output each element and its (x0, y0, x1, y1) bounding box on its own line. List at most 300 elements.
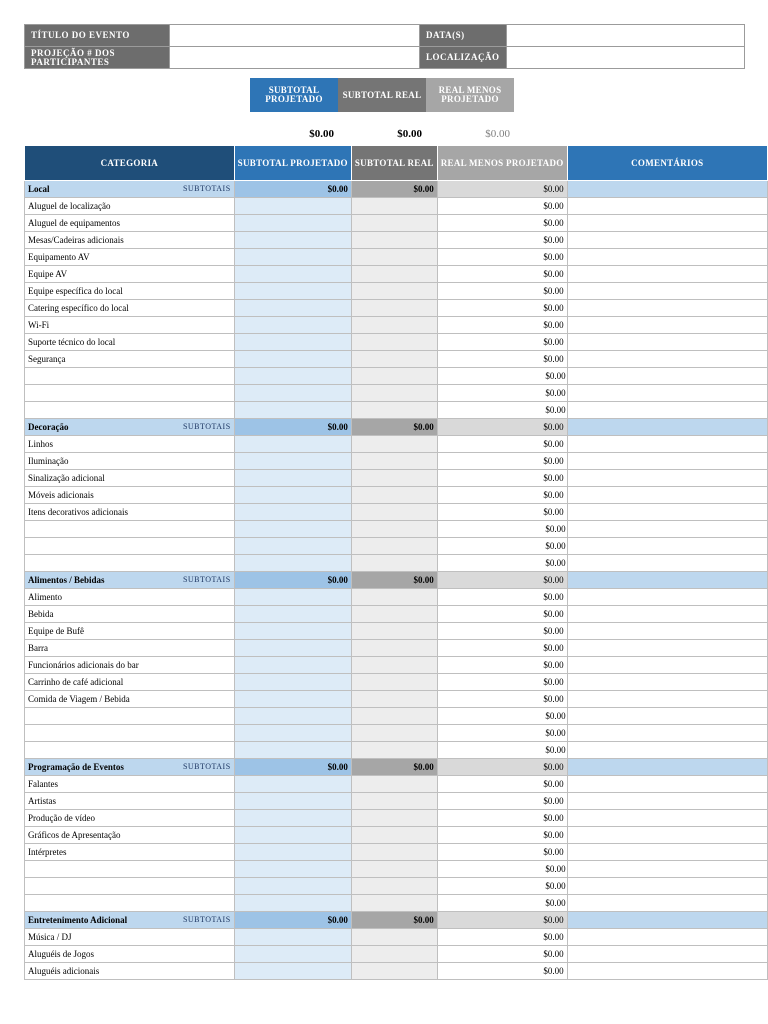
item-real-cell[interactable] (351, 623, 437, 640)
item-name[interactable] (25, 742, 235, 759)
item-diff: $0.00 (437, 249, 567, 266)
item-comment-cell[interactable] (567, 708, 767, 725)
item-comment-cell[interactable] (567, 402, 767, 419)
item-real-cell[interactable] (351, 402, 437, 419)
item-projected-cell[interactable] (234, 368, 351, 385)
item-name[interactable]: Carrinho de café adicional (25, 674, 235, 691)
section-comment-cell[interactable] (567, 181, 767, 198)
section-projected: $0.00 (234, 572, 351, 589)
item-comment-cell[interactable] (567, 827, 767, 844)
item-diff: $0.00 (437, 589, 567, 606)
item-projected-cell[interactable] (234, 623, 351, 640)
item-comment-cell[interactable] (567, 300, 767, 317)
item-diff: $0.00 (437, 283, 567, 300)
item-real-cell[interactable] (351, 351, 437, 368)
item-name[interactable]: Iluminação (25, 453, 235, 470)
section-name: Entretenimento Adicional (25, 912, 173, 929)
item-projected-cell[interactable] (234, 742, 351, 759)
item-real-cell[interactable] (351, 300, 437, 317)
item-comment-cell[interactable] (567, 623, 767, 640)
table-row (25, 266, 768, 283)
item-real-cell[interactable] (351, 708, 437, 725)
item-name[interactable]: Itens decorativos adicionais (25, 504, 235, 521)
table-row (25, 657, 768, 674)
item-name[interactable]: Equipamento AV (25, 249, 235, 266)
item-real-cell[interactable] (351, 538, 437, 555)
item-projected-cell[interactable] (234, 963, 351, 980)
item-diff: $0.00 (437, 453, 567, 470)
participants-field[interactable] (170, 47, 420, 69)
item-diff: $0.00 (437, 742, 567, 759)
item-projected-cell[interactable] (234, 385, 351, 402)
col-diff-header: REAL MENOS PROJETADO (437, 146, 567, 181)
item-comment-cell[interactable] (567, 793, 767, 810)
item-real-cell[interactable] (351, 657, 437, 674)
item-comment-cell[interactable] (567, 453, 767, 470)
item-real-cell[interactable] (351, 266, 437, 283)
section-diff: $0.00 (437, 572, 567, 589)
item-diff: $0.00 (437, 623, 567, 640)
section-comment-cell[interactable] (567, 912, 767, 929)
item-real-cell[interactable] (351, 589, 437, 606)
table-row (25, 810, 768, 827)
table-row (25, 691, 768, 708)
item-name[interactable]: Produção de vídeo (25, 810, 235, 827)
item-real-cell[interactable] (351, 436, 437, 453)
item-real-cell[interactable] (351, 878, 437, 895)
item-diff: $0.00 (437, 351, 567, 368)
col-comments-header: COMENTÁRIOS (567, 146, 767, 181)
item-name[interactable]: Funcionários adicionais do bar (25, 657, 235, 674)
summary-real-header: SUBTOTAL REAL (338, 78, 426, 112)
table-row (25, 725, 768, 742)
item-projected-cell[interactable] (234, 674, 351, 691)
item-comment-cell[interactable] (567, 589, 767, 606)
item-name[interactable]: Bebida (25, 606, 235, 623)
item-diff: $0.00 (437, 521, 567, 538)
item-name[interactable] (25, 555, 235, 572)
item-real-cell[interactable] (351, 929, 437, 946)
table-row (25, 844, 768, 861)
item-diff: $0.00 (437, 385, 567, 402)
item-real-cell[interactable] (351, 385, 437, 402)
item-name[interactable]: Sinalização adicional (25, 470, 235, 487)
item-projected-cell[interactable] (234, 555, 351, 572)
table-row (25, 606, 768, 623)
table-row (25, 249, 768, 266)
item-comment-cell[interactable] (567, 895, 767, 912)
item-comment-cell[interactable] (567, 198, 767, 215)
item-name[interactable]: Suporte técnico do local (25, 334, 235, 351)
section-name: Programação de Eventos (25, 759, 173, 776)
item-real-cell[interactable] (351, 793, 437, 810)
item-projected-cell[interactable] (234, 487, 351, 504)
item-projected-cell[interactable] (234, 640, 351, 657)
item-diff: $0.00 (437, 793, 567, 810)
event-info-table (24, 24, 745, 69)
item-comment-cell[interactable] (567, 674, 767, 691)
item-comment-cell[interactable] (567, 606, 767, 623)
summary-projected-value: $0.00 (309, 128, 334, 140)
item-projected-cell[interactable] (234, 776, 351, 793)
table-row (25, 793, 768, 810)
section-real: $0.00 (351, 912, 437, 929)
table-row (25, 402, 768, 419)
item-real-cell[interactable] (351, 249, 437, 266)
item-comment-cell[interactable] (567, 555, 767, 572)
item-diff: $0.00 (437, 487, 567, 504)
item-comment-cell[interactable] (567, 334, 767, 351)
item-diff: $0.00 (437, 861, 567, 878)
item-projected-cell[interactable] (234, 436, 351, 453)
item-comment-cell[interactable] (567, 487, 767, 504)
item-diff: $0.00 (437, 878, 567, 895)
item-name[interactable]: Segurança (25, 351, 235, 368)
item-real-cell[interactable] (351, 215, 437, 232)
item-real-cell[interactable] (351, 283, 437, 300)
table-row (25, 640, 768, 657)
item-name[interactable]: Wi-Fi (25, 317, 235, 334)
item-name[interactable] (25, 385, 235, 402)
item-name[interactable]: Alimento (25, 589, 235, 606)
item-diff: $0.00 (437, 470, 567, 487)
item-comment-cell[interactable] (567, 317, 767, 334)
item-real-cell[interactable] (351, 895, 437, 912)
item-comment-cell[interactable] (567, 657, 767, 674)
item-comment-cell[interactable] (567, 351, 767, 368)
item-comment-cell[interactable] (567, 215, 767, 232)
item-real-cell[interactable] (351, 555, 437, 572)
item-diff: $0.00 (437, 555, 567, 572)
item-comment-cell[interactable] (567, 878, 767, 895)
dates-field[interactable] (506, 25, 744, 47)
item-real-cell[interactable] (351, 606, 437, 623)
item-diff: $0.00 (437, 776, 567, 793)
item-name[interactable]: Linhos (25, 436, 235, 453)
item-projected-cell[interactable] (234, 334, 351, 351)
summary-projected-header: SUBTOTAL PROJETADO (250, 78, 338, 112)
table-row (25, 487, 768, 504)
table-row (25, 351, 768, 368)
section-row (25, 912, 768, 929)
event-title-label: TÍTULO DO EVENTO (25, 25, 170, 47)
table-row (25, 946, 768, 963)
table-row (25, 929, 768, 946)
subtotal-label: SUBTOTAIS (173, 912, 235, 929)
item-projected-cell[interactable] (234, 317, 351, 334)
item-diff: $0.00 (437, 402, 567, 419)
item-real-cell[interactable] (351, 827, 437, 844)
item-projected-cell[interactable] (234, 504, 351, 521)
table-row (25, 827, 768, 844)
table-row (25, 436, 768, 453)
item-diff: $0.00 (437, 708, 567, 725)
item-name[interactable]: Gráficos de Apresentação (25, 827, 235, 844)
item-name[interactable]: Música / DJ (25, 929, 235, 946)
subtotal-label: SUBTOTAIS (173, 759, 235, 776)
item-name[interactable]: Catering específico do local (25, 300, 235, 317)
location-field[interactable] (506, 47, 744, 69)
item-projected-cell[interactable] (234, 878, 351, 895)
item-diff: $0.00 (437, 895, 567, 912)
item-comment-cell[interactable] (567, 861, 767, 878)
item-diff: $0.00 (437, 640, 567, 657)
item-comment-cell[interactable] (567, 504, 767, 521)
table-row (25, 555, 768, 572)
item-projected-cell[interactable] (234, 810, 351, 827)
table-row (25, 742, 768, 759)
item-real-cell[interactable] (351, 504, 437, 521)
item-projected-cell[interactable] (234, 606, 351, 623)
table-row (25, 453, 768, 470)
section-projected: $0.00 (234, 419, 351, 436)
section-row (25, 759, 768, 776)
item-projected-cell[interactable] (234, 402, 351, 419)
item-real-cell[interactable] (351, 946, 437, 963)
item-projected-cell[interactable] (234, 249, 351, 266)
section-diff: $0.00 (437, 759, 567, 776)
section-row (25, 572, 768, 589)
table-row (25, 776, 768, 793)
item-diff: $0.00 (437, 538, 567, 555)
item-real-cell[interactable] (351, 487, 437, 504)
section-projected: $0.00 (234, 759, 351, 776)
item-real-cell[interactable] (351, 334, 437, 351)
item-name[interactable]: Falantes (25, 776, 235, 793)
item-diff: $0.00 (437, 827, 567, 844)
item-comment-cell[interactable] (567, 929, 767, 946)
item-name[interactable]: Equipe de Bufê (25, 623, 235, 640)
item-name[interactable] (25, 861, 235, 878)
item-name[interactable]: Aluguéis adicionais (25, 963, 235, 980)
table-row (25, 317, 768, 334)
item-comment-cell[interactable] (567, 963, 767, 980)
item-projected-cell[interactable] (234, 300, 351, 317)
item-projected-cell[interactable] (234, 725, 351, 742)
item-projected-cell[interactable] (234, 657, 351, 674)
item-comment-cell[interactable] (567, 810, 767, 827)
item-name[interactable] (25, 895, 235, 912)
item-real-cell[interactable] (351, 521, 437, 538)
item-projected-cell[interactable] (234, 538, 351, 555)
item-projected-cell[interactable] (234, 521, 351, 538)
item-name[interactable] (25, 368, 235, 385)
item-projected-cell[interactable] (234, 232, 351, 249)
section-comment-cell[interactable] (567, 419, 767, 436)
table-row (25, 963, 768, 980)
item-real-cell[interactable] (351, 640, 437, 657)
item-real-cell[interactable] (351, 844, 437, 861)
item-projected-cell[interactable] (234, 266, 351, 283)
item-projected-cell[interactable] (234, 844, 351, 861)
item-comment-cell[interactable] (567, 640, 767, 657)
item-comment-cell[interactable] (567, 232, 767, 249)
item-diff: $0.00 (437, 368, 567, 385)
section-row (25, 181, 768, 198)
table-row (25, 232, 768, 249)
item-name[interactable]: Comida de Viagem / Bebida (25, 691, 235, 708)
col-projected-header: SUBTOTAL PROJETADO (234, 146, 351, 181)
item-real-cell[interactable] (351, 810, 437, 827)
item-name[interactable] (25, 538, 235, 555)
section-real: $0.00 (351, 181, 437, 198)
table-row (25, 895, 768, 912)
item-diff: $0.00 (437, 300, 567, 317)
item-real-cell[interactable] (351, 725, 437, 742)
table-row (25, 674, 768, 691)
item-diff: $0.00 (437, 674, 567, 691)
section-diff: $0.00 (437, 419, 567, 436)
item-diff: $0.00 (437, 810, 567, 827)
item-projected-cell[interactable] (234, 929, 351, 946)
item-name[interactable] (25, 708, 235, 725)
item-name[interactable]: Aluguéis de Jogos (25, 946, 235, 963)
item-diff: $0.00 (437, 691, 567, 708)
item-comment-cell[interactable] (567, 266, 767, 283)
item-name[interactable] (25, 521, 235, 538)
section-name: Alimentos / Bebidas (25, 572, 173, 589)
item-comment-cell[interactable] (567, 436, 767, 453)
item-real-cell[interactable] (351, 674, 437, 691)
item-comment-cell[interactable] (567, 283, 767, 300)
table-row (25, 470, 768, 487)
section-diff: $0.00 (437, 181, 567, 198)
summary-table (250, 78, 514, 140)
section-real: $0.00 (351, 759, 437, 776)
table-row (25, 198, 768, 215)
item-diff: $0.00 (437, 266, 567, 283)
dates-label: DATA(S) (420, 25, 507, 47)
item-diff: $0.00 (437, 963, 567, 980)
budget-header-row (25, 146, 768, 181)
location-label: LOCALIZAÇÃO (420, 47, 507, 69)
item-name[interactable]: Aluguel de equipamentos (25, 215, 235, 232)
section-comment-cell[interactable] (567, 759, 767, 776)
subtotal-label: SUBTOTAIS (173, 181, 235, 198)
item-real-cell[interactable] (351, 963, 437, 980)
subtotal-label: SUBTOTAIS (173, 419, 235, 436)
summary-diff-header: REAL MENOS PROJETADO (426, 78, 514, 112)
summary-real-value: $0.00 (397, 128, 422, 140)
item-real-cell[interactable] (351, 198, 437, 215)
item-projected-cell[interactable] (234, 453, 351, 470)
item-projected-cell[interactable] (234, 351, 351, 368)
section-real: $0.00 (351, 572, 437, 589)
item-diff: $0.00 (437, 946, 567, 963)
item-diff: $0.00 (437, 844, 567, 861)
item-projected-cell[interactable] (234, 215, 351, 232)
table-row (25, 521, 768, 538)
subtotal-label: SUBTOTAIS (173, 572, 235, 589)
item-diff: $0.00 (437, 725, 567, 742)
item-real-cell[interactable] (351, 232, 437, 249)
item-projected-cell[interactable] (234, 793, 351, 810)
table-row (25, 878, 768, 895)
item-projected-cell[interactable] (234, 198, 351, 215)
item-comment-cell[interactable] (567, 691, 767, 708)
item-name[interactable]: Equipe específica do local (25, 283, 235, 300)
item-projected-cell[interactable] (234, 895, 351, 912)
item-comment-cell[interactable] (567, 368, 767, 385)
item-projected-cell[interactable] (234, 861, 351, 878)
item-name[interactable]: Mesas/Cadeiras adicionais (25, 232, 235, 249)
item-diff: $0.00 (437, 606, 567, 623)
section-name: Local (25, 181, 173, 198)
item-projected-cell[interactable] (234, 946, 351, 963)
section-row (25, 419, 768, 436)
item-projected-cell[interactable] (234, 708, 351, 725)
item-name[interactable] (25, 878, 235, 895)
item-diff: $0.00 (437, 215, 567, 232)
item-name[interactable]: Artistas (25, 793, 235, 810)
item-name[interactable] (25, 402, 235, 419)
item-name[interactable]: Equipe AV (25, 266, 235, 283)
item-name[interactable]: Intérpretes (25, 844, 235, 861)
item-diff: $0.00 (437, 232, 567, 249)
table-row (25, 300, 768, 317)
event-title-field[interactable] (170, 25, 420, 47)
item-real-cell[interactable] (351, 317, 437, 334)
item-name[interactable]: Móveis adicionais (25, 487, 235, 504)
item-comment-cell[interactable] (567, 844, 767, 861)
item-comment-cell[interactable] (567, 946, 767, 963)
item-name[interactable] (25, 725, 235, 742)
item-diff: $0.00 (437, 334, 567, 351)
item-comment-cell[interactable] (567, 521, 767, 538)
table-row (25, 215, 768, 232)
table-row (25, 623, 768, 640)
item-projected-cell[interactable] (234, 827, 351, 844)
item-diff: $0.00 (437, 317, 567, 334)
item-real-cell[interactable] (351, 776, 437, 793)
summary-diff-value: $0.00 (485, 128, 510, 140)
section-name: Decoração (25, 419, 173, 436)
table-row (25, 589, 768, 606)
section-comment-cell[interactable] (567, 572, 767, 589)
item-projected-cell[interactable] (234, 283, 351, 300)
item-projected-cell[interactable] (234, 691, 351, 708)
item-projected-cell[interactable] (234, 589, 351, 606)
item-comment-cell[interactable] (567, 249, 767, 266)
item-comment-cell[interactable] (567, 776, 767, 793)
item-real-cell[interactable] (351, 453, 437, 470)
item-real-cell[interactable] (351, 742, 437, 759)
item-comment-cell[interactable] (567, 385, 767, 402)
item-real-cell[interactable] (351, 368, 437, 385)
item-diff: $0.00 (437, 504, 567, 521)
item-comment-cell[interactable] (567, 742, 767, 759)
item-real-cell[interactable] (351, 470, 437, 487)
item-comment-cell[interactable] (567, 725, 767, 742)
item-real-cell[interactable] (351, 861, 437, 878)
section-projected: $0.00 (234, 181, 351, 198)
item-projected-cell[interactable] (234, 470, 351, 487)
item-real-cell[interactable] (351, 691, 437, 708)
item-comment-cell[interactable] (567, 470, 767, 487)
table-row (25, 334, 768, 351)
col-category-header: CATEGORIA (25, 146, 235, 181)
item-name[interactable]: Aluguel de localização (25, 198, 235, 215)
item-diff: $0.00 (437, 198, 567, 215)
table-row (25, 368, 768, 385)
item-diff: $0.00 (437, 436, 567, 453)
item-comment-cell[interactable] (567, 538, 767, 555)
col-real-header: SUBTOTAL REAL (351, 146, 437, 181)
item-diff: $0.00 (437, 657, 567, 674)
section-real: $0.00 (351, 419, 437, 436)
item-diff: $0.00 (437, 929, 567, 946)
item-name[interactable]: Barra (25, 640, 235, 657)
